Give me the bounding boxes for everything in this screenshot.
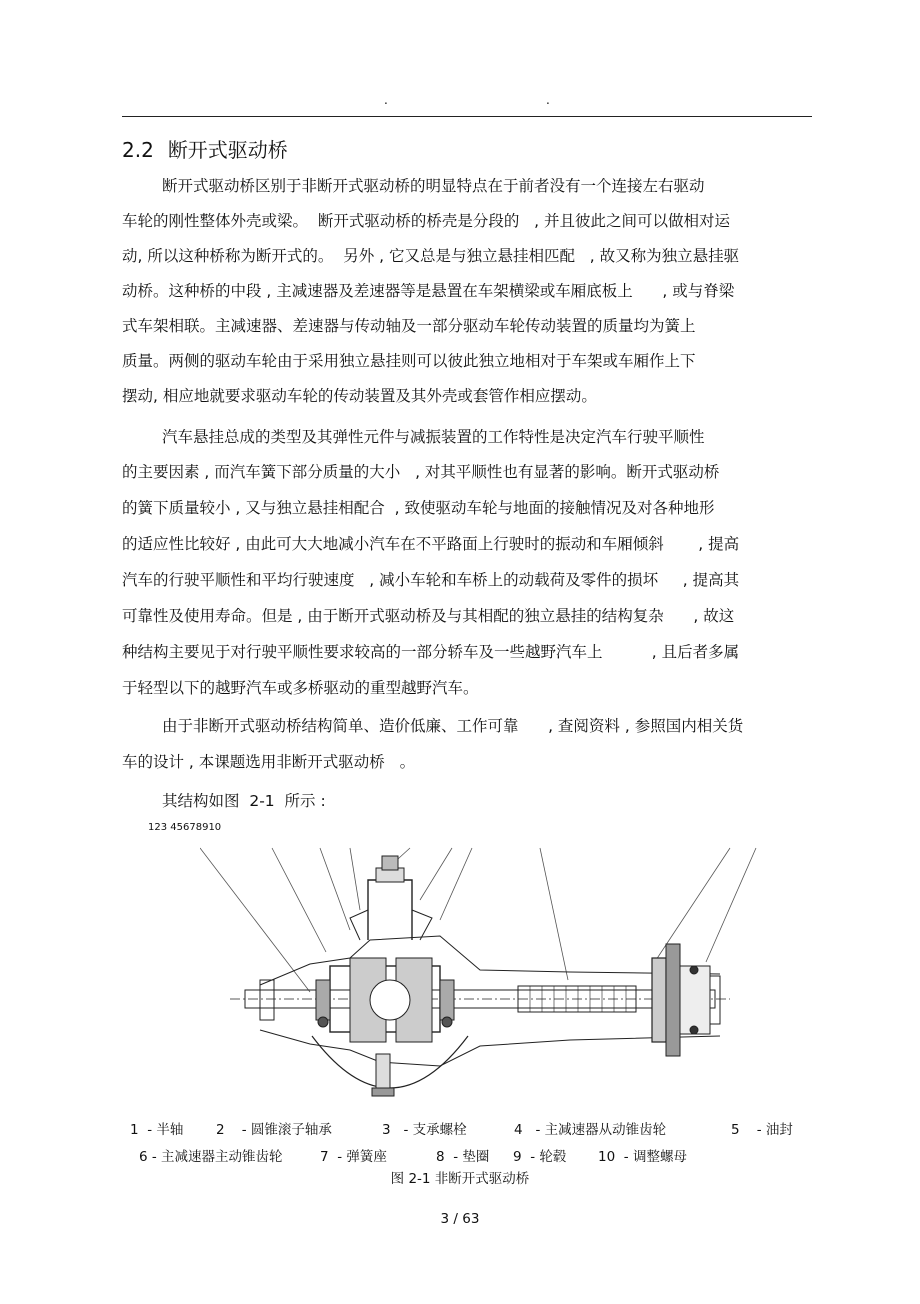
legend-label: - 弹簧座 xyxy=(337,1149,387,1165)
legend-item xyxy=(436,1148,489,1166)
legend-label: - 半轴 xyxy=(147,1122,184,1138)
section-number: 2.2 xyxy=(122,138,154,162)
legend-label: - 油封 xyxy=(756,1122,793,1138)
legend-item xyxy=(382,1121,467,1139)
legend-label: - 调整螺母 xyxy=(623,1149,687,1165)
legend-number: 6 xyxy=(139,1149,148,1165)
paragraph-line: 车轮的刚性整体外壳或梁。 断开式驱动桥的桥壳是分段的 , 并且彼此之间可以做相对运 xyxy=(122,212,730,230)
legend-item xyxy=(513,1148,566,1166)
paragraph-line: 汽车悬挂总成的类型及其弹性元件与减振装置的工作特性是决定汽车行驶平顺性 xyxy=(162,428,705,446)
legend-number: 1 xyxy=(130,1122,139,1138)
paragraph-line: 式车架相联。主减速器、差速器与传动轴及一部分驱动车轮传动装置的质量均为簧上 xyxy=(122,317,696,335)
legend-item xyxy=(216,1121,332,1139)
legend-item xyxy=(598,1148,687,1166)
section-title: 断开式驱动桥 xyxy=(167,138,288,162)
legend-item xyxy=(130,1121,183,1139)
legend-number: 2 xyxy=(216,1122,225,1138)
paragraph-line: 的簧下质量较小 , 又与独立悬挂相配合 , 致使驱动车轮与地面的接触情况及对各种地形 xyxy=(122,499,715,517)
legend-item xyxy=(139,1148,283,1166)
figure-callout-numbers: 123 45678910 xyxy=(148,822,222,833)
legend-number: 5 xyxy=(731,1122,740,1138)
legend-number: 3 xyxy=(382,1122,391,1138)
legend-item xyxy=(320,1148,387,1166)
legend-label: - 支承螺栓 xyxy=(403,1122,467,1138)
paragraph-line: 动, 所以这种桥称为断开式的。 另外 , 它又总是与独立悬挂相匹配 , 故又称为独立悬挂驱 xyxy=(122,247,740,265)
paragraph-line: 可靠性及使用寿命。但是 , 由于断开式驱动桥及与其相配的独立悬挂的结构复杂 , 故这 xyxy=(122,607,735,625)
drive-axle-drawing xyxy=(200,840,760,1110)
legend-number: 9 xyxy=(513,1149,522,1165)
paragraph-line: 汽车的行驶平顺性和平均行驶速度 , 减小车轮和车桥上的动载荷及零件的损坏 , 提高其 xyxy=(122,571,740,589)
legend-label: - 轮毂 xyxy=(530,1149,567,1165)
legend-number: 10 xyxy=(598,1149,616,1165)
legend-label: - 圆锥滚子轴承 xyxy=(241,1122,332,1138)
legend-number: 4 xyxy=(514,1122,523,1138)
header-dot-left: . xyxy=(384,93,388,107)
paragraph-line: 于轻型以下的越野汽车或多桥驱动的重型越野汽车。 xyxy=(122,679,479,697)
legend-number: 8 xyxy=(436,1149,445,1165)
paragraph-line: 的适应性比较好 , 由此可大大地减小汽车在不平路面上行驶时的振动和车厢倾斜 , 提高 xyxy=(122,535,740,553)
page-number: 3 / 63 xyxy=(440,1211,480,1227)
paragraph-line: 由于非断开式驱动桥结构简单、造价低廉、工作可靠 , 查阅资料 , 参照国内相关货 xyxy=(162,717,744,735)
section-heading xyxy=(122,138,288,162)
paragraph-line: 种结构主要见于对行驶平顺性要求较高的一部分轿车及一些越野汽车上 , 且后者多属 xyxy=(122,643,740,661)
paragraph-line: 质量。两侧的驱动车轮由于采用独立悬挂则可以彼此独立地相对于车架或车厢作上下 xyxy=(122,352,696,370)
figure-caption: 图 2-1 非断开式驱动桥 xyxy=(390,1171,530,1187)
legend-number: 7 xyxy=(320,1149,329,1165)
paragraph-line: 车的设计 , 本课题选用非断开式驱动桥 。 xyxy=(122,753,416,771)
paragraph-line: 摆动, 相应地就要求驱动车轮的传动装置及其外壳或套管作相应摆动。 xyxy=(122,387,597,405)
legend-label: - 主减速器从动锥齿轮 xyxy=(535,1122,667,1138)
figure-intro: 其结构如图 2-1 所示 : xyxy=(162,792,326,810)
paragraph-line: 断开式驱动桥区别于非断开式驱动桥的明显特点在于前者没有一个连接左右驱动 xyxy=(162,177,705,195)
legend-item xyxy=(731,1121,793,1139)
header-dot-right: . xyxy=(546,93,550,107)
legend-label: - 垫圈 xyxy=(453,1149,490,1165)
paragraph-line: 的主要因素 , 而汽车簧下部分质量的大小 , 对其平顺性也有显著的影响。断开式驱动桥 xyxy=(122,463,720,481)
paragraph-line: 动桥。这种桥的中段 , 主减速器及差速器等是悬置在车架横梁或车厢底板上 , 或与脊梁 xyxy=(122,282,735,300)
legend-item xyxy=(514,1121,666,1139)
header-rule xyxy=(122,116,812,117)
legend-label: - 主减速器主动锥齿轮 xyxy=(151,1149,283,1165)
